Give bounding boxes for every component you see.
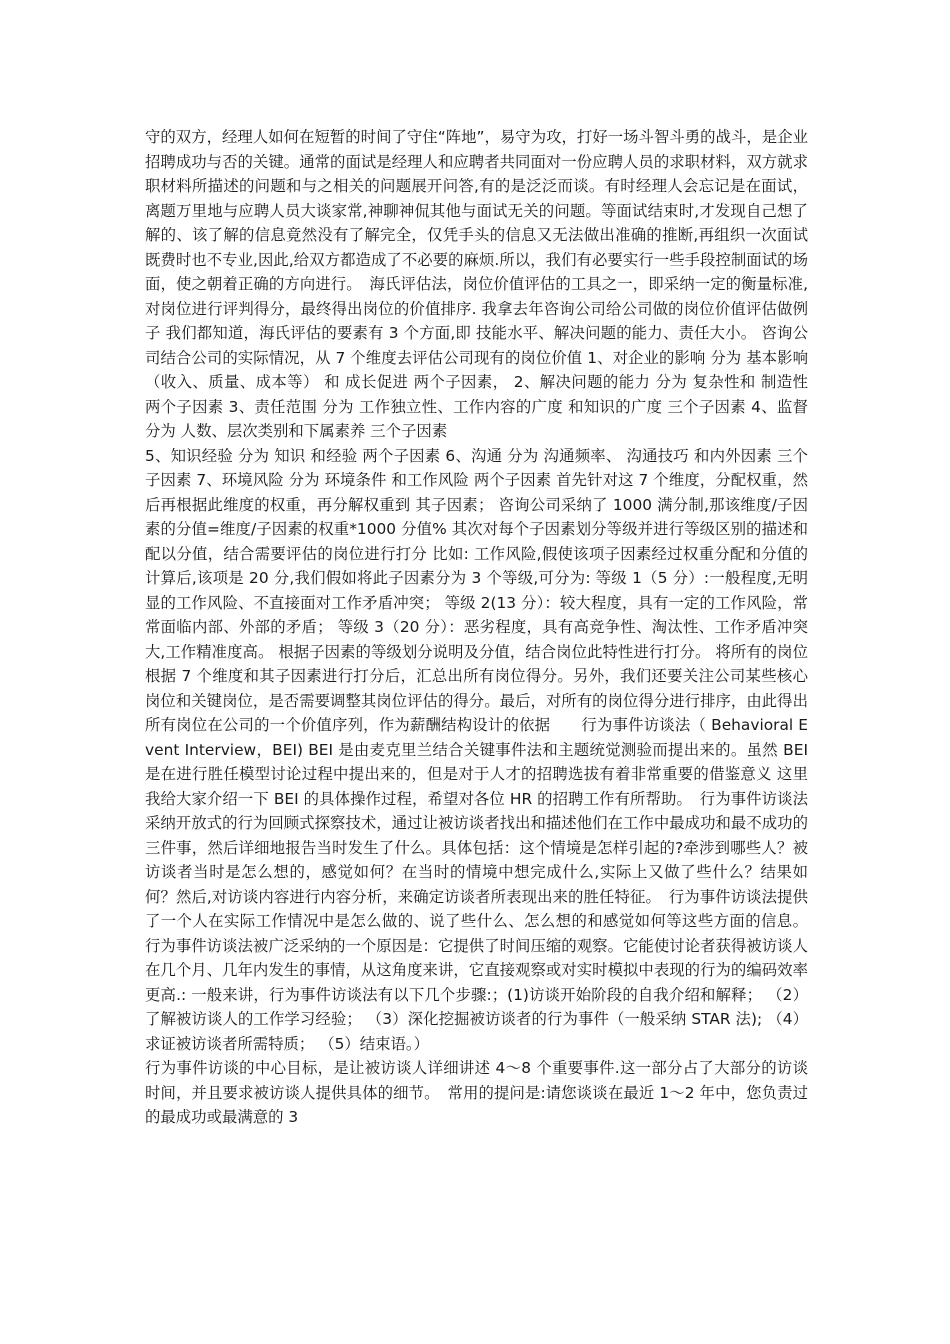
paragraph-3: 行为事件访谈的中心目标，是让被访谈人详细讲述 4～8 个重要事件.这一部分占了大部分的访谈时间，并且要求被访谈人提供具体的细节。 常用的提问是:请您谈谈在最近 1～2 年中，您负责过的最成功或最满意的 3 — [145, 1059, 808, 1126]
paragraph-1: 守的双方，经理人如何在短暂的时间了守住“阵地”，易守为攻，打好一场斗智斗勇的战斗，是企业招聘成功与否的关键。通常的面试是经理人和应聘者共同面对一份应聘人员的求职材料，双方就求职材料所描述的问题和与之相关的问题展开问答,有的是泛泛而谈。有时经理人会忘记是在面试，离题万里地与应聘人员大谈家常,神聊神侃其他与面试无关的问题。等面试结束时,才发现自己想了解的、该了解的信息竟然没有了解完全，仅凭手头的信息又无法做出准确的推断,再组织一次面试既费时也不专业,因此,给双方都造成了不必要的麻烦.所以，我们有必要实行一些手段控制面试的场面，使之朝着正确的方向进行。 海氏评估法，岗位价值评估的工具之一，即采纳一定的衡量标准,对岗位进行评判得分，最终得出岗位的价值排序. 我拿去年咨询公司给公司做的岗位价值评估做例子 我们都知道，海氏评估的要素有 3 个方面,即 技能水平、解决问题的能力、责任大小。 咨询公司结合公司的实际情况，从 7 个维度去评估公司现有的岗位价值 1、对企业的影响 分为 基本影响（收入、质量、成本等） 和 成长促进 两个子因素， 2、解决问题的能力 分为 复杂性和 制造性 两个子因素 3、责任范围 分为 工作独立性、工作内容的广度 和知识的广度 三个子因素 4、监督 分为 人数、层次类别和下属素养 三个子因素 — [145, 128, 808, 440]
paragraph-2: 5、知识经验 分为 知识 和经验 两个子因素 6、沟通 分为 沟通频率、 沟通技巧 和内外因素 三个子因素 7、环境风险 分为 环境条件 和工作风险 两个子因素 首先针对这 7 个维度，分配权重，然后再根据此维度的权重，再分解权重到 其子因素； 咨询公司采纳了 1000 满分制,那该维度/子因素的分值=维度/子因素的权重*1000 分值% 其次对每个子因素划分等级并进行等级区别的描述和配以分值，结合需要评估的岗位进行打分 比如: 工作风险,假使该项子因素经过权重分配和分值的计算后,该项是 20 分,我们假如将此子因素分为 3 个等级,可分为: 等级 1（5 分）:一般程度,无明显的工作风险、不直接面对工作矛盾冲突； 等级 2(13 分）：较大程度，具有一定的工作风险，常常面临内部、外部的矛盾； 等级 3（20 分）：恶劣程度，具有高竞争性、淘汰性、工作矛盾冲突大,工作精准度高。 根据子因素的等级划分说明及分值，结合岗位此特性进行打分。 将所有的岗位根据 7 个维度和其子因素进行打分后，汇总出所有岗位得分。另外，我们还要关注公司某些核心岗位和关键岗位，是否需要调整其岗位评估的得分。最后，对所有的岗位得分进行排序，由此得出所有岗位在公司的一个价值序列，作为薪酬结构设计的依据 行为事件访谈法（ Behavioral Event Interview，BEI) BEI 是由麦克里兰结合关键事件法和主题统觉测验而提出来的。虽然 BEI 是在进行胜任模型讨论过程中提出来的，但是对于人才的招聘选拔有着非常重要的借鉴意义 这里我给大家介绍一下 BEI 的具体操作过程，希望对各位 HR 的招聘工作有所帮助。 行为事件访谈法采纳开放式的行为回顾式探察技术，通过让被访谈者找出和描述他们在工作中最成功和最不成功的三件事，然后详细地报告当时发生了什么。具体包括：这个情境是怎样引起的?牵涉到哪些人？被访谈者当时是怎么想的，感觉如何？在当时的情境中想完成什么,实际上又做了些什么？结果如何？然后,对访谈内容进行内容分析，来确定访谈者所表现出来的胜任特征。 行为事件访谈法提供了一个人在实际工作情况中是怎么做的、说了些什么、怎么想的和感觉如何等这些方面的信息。 行为事件访谈法被广泛采纳的一个原因是：它提供了时间压缩的观察。它能使讨论者获得被访谈人在几个月、几年内发生的事情，从这角度来讲，它直接观察或对实时模拟中表现的行为的编码效率更高.: 一般来讲，行为事件访谈法有以下几个步骤:；(1)访谈开始阶段的自我介绍和解释； （2）了解被访谈人的工作学习经验； （3）深化挖掘被访谈者的行为事件（一般采纳 STAR 法); （4）求证被访谈者所需特质； （5）结束语。） — [145, 446, 808, 1053]
document-body — [145, 125, 808, 1130]
